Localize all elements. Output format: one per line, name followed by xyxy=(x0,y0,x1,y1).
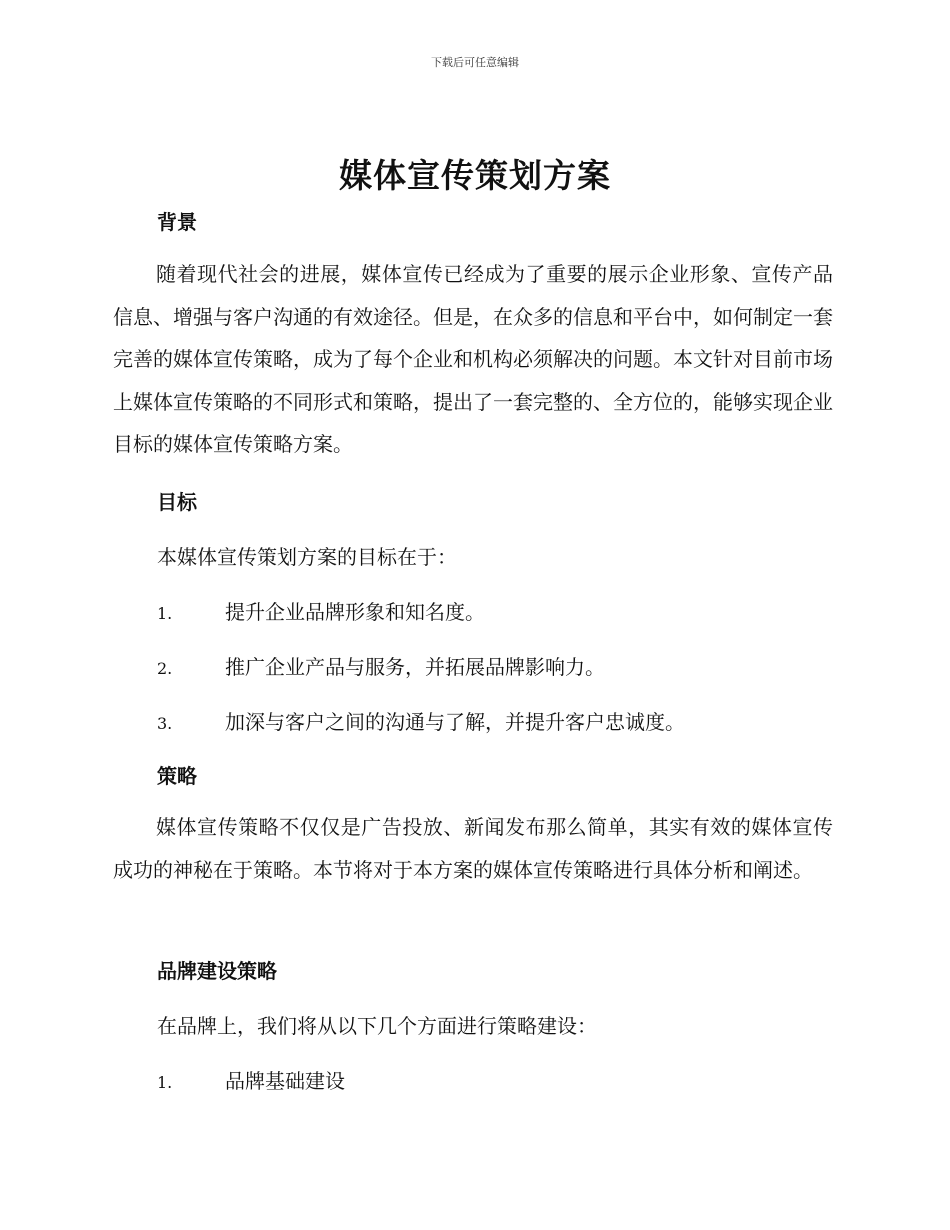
brand-intro: 在品牌上，我们将从以下几个方面进行策略建设： xyxy=(157,1014,597,1038)
header-note: 下载后可任意编辑 xyxy=(431,56,519,69)
list-item xyxy=(157,596,485,625)
document-title: 媒体宣传策划方案 xyxy=(339,156,611,195)
list-number: 1. xyxy=(157,604,173,623)
list-number: 3. xyxy=(157,714,173,733)
paragraph-background: 随着现代社会的进展，媒体宣传已经成为了重要的展示企业形象、宣传产品信息、增强与客户沟通的有效途径。但是，在众多的信息和平台中，如何制定一套完善的媒体宣传策略，成为了每个企业和机构必须解决的问题。本文针对目前市场上媒体宣传策略的不同形式和策略，提出了一套完整的、全方位的，能够实现企业目标的媒体宣传策略方案。 xyxy=(113,262,833,456)
heading-strategy: 策略 xyxy=(157,764,197,788)
list-item xyxy=(157,706,685,735)
list-text: 加深与客户之间的沟通与了解，并提升客户忠诚度。 xyxy=(225,710,685,734)
heading-background: 背景 xyxy=(157,210,197,234)
list-text: 品牌基础建设 xyxy=(225,1069,345,1093)
heading-brand-strategy: 品牌建设策略 xyxy=(157,959,277,983)
list-text: 提升企业品牌形象和知名度。 xyxy=(225,600,485,624)
list-number: 1. xyxy=(157,1073,173,1092)
list-item xyxy=(157,1065,345,1094)
paragraph-strategy: 媒体宣传策略不仅仅是广告投放、新闻发布那么简单，其实有效的媒体宣传成功的神秘在于策略。本节将对于本方案的媒体宣传策略进行具体分析和阐述。 xyxy=(113,815,833,882)
list-text: 推广企业产品与服务，并拓展品牌影响力。 xyxy=(225,655,605,679)
list-number: 2. xyxy=(157,659,173,678)
list-item xyxy=(157,651,605,680)
heading-goals: 目标 xyxy=(157,490,197,514)
goals-intro: 本媒体宣传策划方案的目标在于： xyxy=(157,545,457,569)
